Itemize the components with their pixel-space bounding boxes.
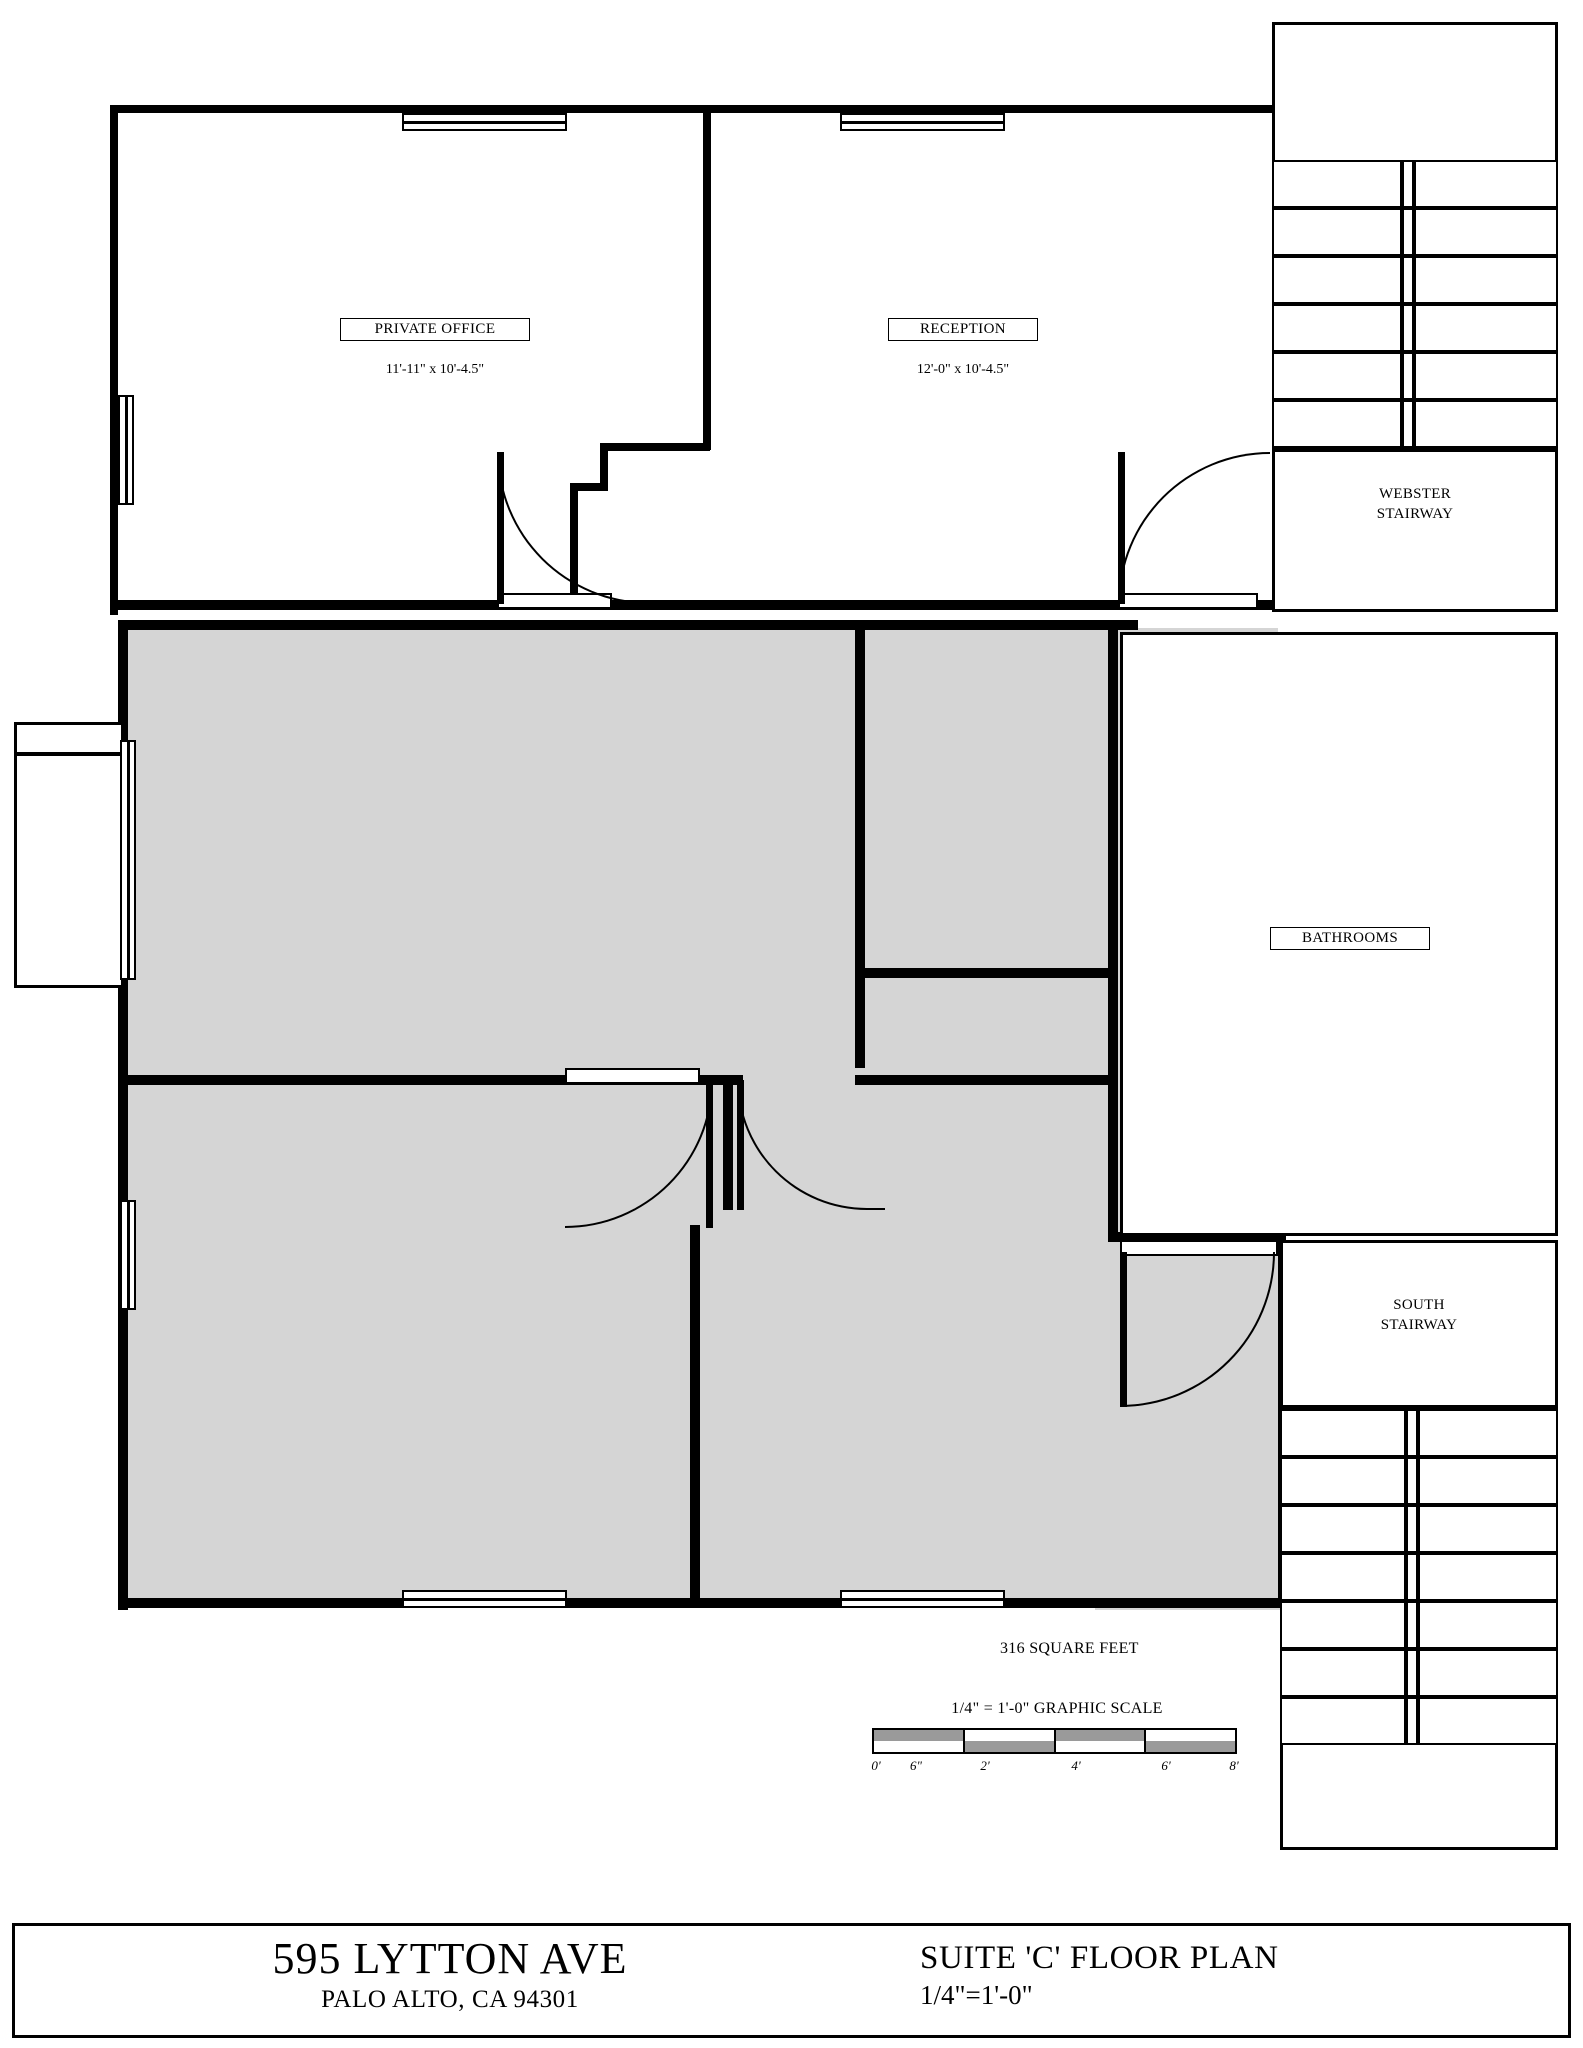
west-alcove-outline — [14, 722, 124, 988]
title-block-plan-scale: 1/4"=1'-0" — [920, 1980, 1033, 2011]
webster-stairway-label — [1272, 484, 1558, 525]
title-block — [12, 1923, 1571, 2038]
reception-dimensions: 12'-0" x 10'-4.5" — [916, 362, 1010, 377]
webster-stair-rail-2 — [1412, 160, 1416, 448]
window-south-left — [402, 1590, 567, 1608]
exterior-wall-west-upper — [110, 105, 118, 615]
scale-tick: 4' — [1071, 1758, 1081, 1773]
scale-tick: 6' — [1161, 1758, 1171, 1773]
reception-label: RECEPTION — [888, 318, 1038, 341]
scale-tick: 0' — [871, 1758, 881, 1773]
partition-office-jog-horizontal — [600, 443, 710, 451]
title-block-plan-info — [920, 1940, 1279, 2011]
south-stair-rail — [1404, 1409, 1408, 1745]
suite-wall-east-upper — [1108, 620, 1118, 1240]
partition-lower-rooms-stub — [723, 1075, 733, 1210]
south-stairway-label — [1280, 1295, 1558, 1336]
south-stairway-label-line1: SOUTH — [1393, 1297, 1445, 1313]
door-leaf-suite-west — [706, 1080, 713, 1228]
window-north-office — [402, 113, 567, 131]
private-office-dimensions: 11'-11" x 10'-4.5" — [385, 362, 485, 377]
south-stair-rail-2 — [1416, 1409, 1420, 1745]
title-block-city: PALO ALTO, CA 94301 — [321, 1986, 579, 2014]
suite-wall-south — [118, 1598, 1288, 1608]
window-south-right — [840, 1590, 1005, 1608]
scale-segment — [874, 1730, 965, 1752]
scale-segment — [965, 1730, 1056, 1752]
partition-east-room-divider — [865, 968, 1110, 978]
door-jamb-office — [497, 593, 612, 609]
bathrooms-label: BATHROOMS — [1270, 927, 1430, 950]
graphic-scale — [872, 1700, 1242, 1780]
square-feet-note: 316 SQUARE FEET — [1000, 1640, 1139, 1657]
exterior-wall-north — [110, 105, 1280, 113]
partition-office-reception — [703, 105, 711, 450]
graphic-scale-ticks — [872, 1758, 1237, 1780]
window-north-reception — [840, 113, 1005, 131]
webster-stairway-label-line1: WEBSTER — [1378, 486, 1452, 502]
south-stairway-label-line2: STAIRWAY — [1380, 1317, 1458, 1334]
door-leaf-office — [497, 452, 504, 604]
title-block-plan-title: SUITE 'C' FLOOR PLAN — [920, 1940, 1279, 1976]
window-west-office — [118, 395, 134, 505]
scale-tick: 8' — [1229, 1758, 1239, 1773]
private-office-label: PRIVATE OFFICE — [340, 318, 530, 341]
partition-suite-horizontal-east — [855, 1075, 1113, 1085]
scale-tick: 2' — [980, 1758, 990, 1773]
webster-stair-rail — [1400, 160, 1404, 448]
scale-tick: 6" — [910, 1758, 922, 1773]
scale-segment — [1146, 1730, 1235, 1752]
door-leaf-reception — [1118, 452, 1125, 604]
window-west-alcove — [120, 740, 136, 980]
scale-segment — [1056, 1730, 1147, 1752]
west-alcove-top-line — [14, 752, 124, 756]
graphic-scale-bar — [872, 1728, 1237, 1754]
title-block-street: 595 LYTTON AVE — [272, 1934, 628, 1983]
window-west-lower — [120, 1200, 136, 1310]
suite-wall-north — [118, 620, 1138, 630]
webster-stair-landing-divider — [1272, 448, 1558, 452]
partition-suite-vertical — [855, 628, 865, 1068]
door-leaf-suite-center — [737, 1080, 744, 1210]
graphic-scale-title: 1/4" = 1'-0" GRAPHIC SCALE — [951, 1700, 1163, 1717]
title-block-address — [15, 1936, 885, 2014]
partition-lower-rooms — [690, 1225, 700, 1603]
door-leaf-south-exit — [1120, 1252, 1127, 1407]
webster-stairway-label-line2: STAIRWAY — [1376, 506, 1454, 523]
